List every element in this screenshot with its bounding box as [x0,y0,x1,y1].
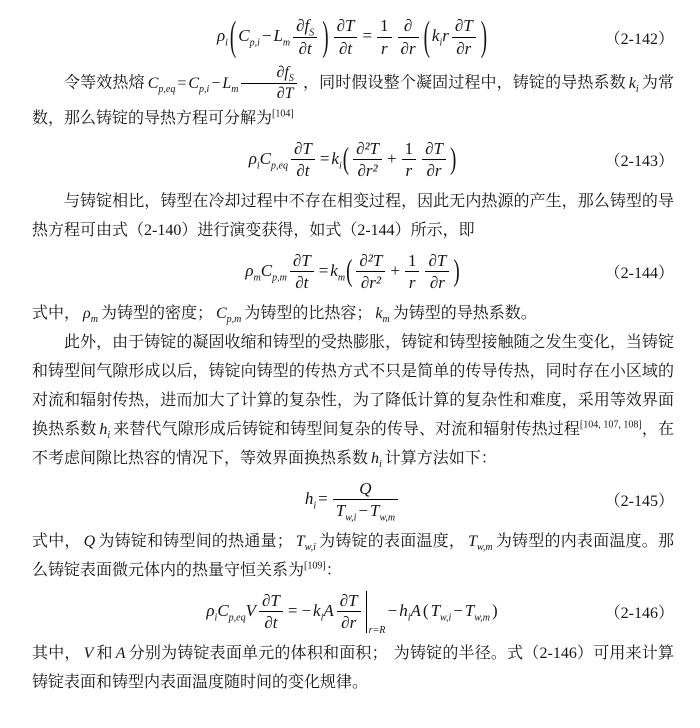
open-paren: ( [342,142,350,177]
math-token: ∂T [291,139,315,161]
fraction [452,16,476,58]
fraction [402,139,417,181]
text-run: 其中， [32,644,81,662]
text-run: 为铸型的密度； [100,304,213,322]
math-token: ∂²T [353,139,382,161]
text-run: 计算方法如下： [384,449,497,467]
math-token: k [628,74,636,92]
math-token: r [405,161,413,181]
math-sub: i [338,160,342,172]
text-run: ，同时假设整个凝固过程中，铸锭的导热系数 [302,74,626,92]
text-run: 来替代气隙形成后铸锭和铸型间复杂的传导、对流和辐射传热过程 [113,420,580,438]
fraction [241,64,296,104]
paragraph-6 [32,639,674,697]
equation-2-143-math [249,139,458,181]
fraction [356,251,385,293]
equation-number-2-144: （2-144） [604,265,674,283]
math-token: k [431,25,440,45]
math-token: ∂T [276,85,294,103]
math-token: A [323,600,334,620]
math-token: T [295,532,305,550]
math-token: ∂T [422,139,446,161]
equation-number-2-142: （2-142） [604,30,674,48]
math-token: ∂r [429,273,445,293]
text-run: ，在不考虑间隙比热容的情况下，等效界面换热系数 [32,420,674,467]
fraction [293,16,317,58]
minus-operator: − [301,600,312,620]
math-sub: w,m [379,512,396,524]
math-token: C [238,25,250,45]
math-token: ∂t [298,38,312,58]
math-token: ∂t [264,613,278,633]
math-token: k [331,148,339,168]
inline-formula-cpeq [147,64,300,103]
math-token: k [313,600,321,620]
paragraph-3 [32,299,674,328]
math-token: ∂r [456,38,472,58]
display-equation-2-146 [32,587,674,637]
math-sub: i [214,612,218,624]
equation-number-2-145: （2-145） [604,493,674,511]
math-token: ∂r² [357,161,378,181]
math-token: A [115,644,126,662]
equals-operator: = [362,25,373,45]
fraction [425,251,449,293]
math-token: C [259,148,271,168]
text-run: 为铸锭和铸型间的热通量； [98,532,293,550]
close-paren: ) [322,14,329,60]
math-token: ρ [83,304,91,322]
fraction [353,139,382,181]
inline-formula-q [84,533,96,550]
math-sub: i [107,429,111,441]
inline-formula-v [84,645,94,662]
math-token: 1 [402,139,417,161]
math-sub: m [231,83,239,95]
plus-operator: + [390,260,400,280]
fraction [334,16,358,58]
fraction [377,16,392,58]
math-sub: i [320,612,324,624]
math-token: ∂ [398,16,419,38]
minus-operator: − [358,501,369,521]
math-token: ∂T [259,591,283,613]
equation-2-146-math [206,590,499,636]
equation-number-2-146: （2-146） [604,605,674,623]
math-token: r [380,38,388,58]
math-sub: i [225,37,228,49]
math-token: T [430,600,441,620]
text-run: 和 [96,644,113,662]
equals-operator: = [318,488,328,508]
math-sub: m [90,313,98,325]
inline-formula-hi [99,420,111,441]
math-sub: m [382,313,390,325]
close-paren: ) [453,254,460,289]
math-token: 1 [405,251,420,273]
math-sub: w,i [304,541,316,553]
minus-operator: − [261,25,272,45]
equals-operator: = [287,600,298,620]
text-run: 为铸锭的半径。式（2-146）可用来计算铸锭表面和铸型内表面温度随时间的变化规律。 [32,644,674,691]
math-token: ∂t [296,161,310,181]
open-paren: ( [423,14,430,60]
math-sub: p,eq [271,160,288,172]
math-sub: i [635,83,639,95]
equation-number-2-143: （2-143） [604,153,674,171]
text-run: 分别为铸锭表面单元的体积和面积； [128,644,388,662]
citation-ref-104-107-108: [104, 107, 108] [579,419,642,431]
text-run: 为铸型的比热容； [244,304,373,322]
text-run: 式中， [32,532,81,550]
math-sub: p,m [272,272,287,284]
fraction [291,139,315,181]
close-paren: ) [491,600,498,620]
math-token: ∂T [337,591,361,613]
math-token: V [83,644,94,662]
math-token: L [222,74,232,92]
math-token: ρ [206,600,215,620]
math-token: ∂r [400,38,416,58]
math-sub: p,i [249,37,260,49]
math-sub: p,m [226,313,242,325]
minus-operator: − [211,74,221,92]
math-token: T [468,532,477,550]
paragraph-1 [32,64,674,133]
math-token: h [399,600,408,620]
math-token: Q [83,532,96,550]
text-run: 为铸型的导热系数。 [392,304,537,322]
equals-operator: = [177,74,187,92]
math-token: ∂r [426,161,442,181]
inline-formula-cpm [215,304,242,325]
math-token: L [273,25,283,45]
math-sub: i [407,612,411,624]
plus-operator: + [387,148,397,168]
fraction [290,251,314,293]
math-sub: S [288,73,294,85]
paragraph-5 [32,527,674,585]
math-token: 1 [377,16,392,38]
equals-operator: = [318,260,329,280]
inline-formula-rhom [83,304,98,325]
math-sub: w,i [345,512,357,524]
math-sub: p,i [199,83,210,95]
equation-2-145-math [304,478,401,524]
open-paren: ( [346,254,353,289]
math-token: ∂r [341,613,357,633]
equation-2-144-math [245,251,460,293]
text-run: 为铸锭的表面温度， [318,532,466,550]
vertical-bar [366,591,367,633]
math-token: C [188,74,200,92]
math-token: T [335,501,346,521]
equals-operator: = [319,148,330,168]
citation-ref-104: [104] [272,108,294,120]
math-token: T [464,600,475,620]
evaluated-at-bar [366,591,386,636]
math-token: ∂f [276,64,289,81]
fraction [337,591,361,633]
math-token: C [217,600,229,620]
math-token: k [375,304,383,322]
math-token: Q [333,479,398,501]
math-sub: p,eq [228,612,246,624]
text-run: 此外，由于铸锭的凝固收缩和铸型的受热膨胀，铸锭和铸型接触随之发生变化，当铸锭和铸型间气隙形成以后，铸锭向铸型的传热方式不只是简单的传导传热，同时存在小区域的对流和辐射传热，进而加大了计算的复杂性，为了降低计算的复杂性和难度，采用等效界面换热系数 [32,333,674,438]
minus-operator: − [387,600,398,620]
math-token: ∂f [296,15,310,35]
close-paren: ) [480,14,488,60]
math-token: T [370,501,380,521]
paragraph-4 [32,328,674,473]
display-equation-2-142 [32,12,674,62]
math-sub: w,m [474,612,490,624]
math-sub: i [256,160,260,172]
math-token: r [442,25,449,45]
math-token: h [371,449,380,467]
text-run: 与铸锭相比，铸型在冷却过程中不存在相变过程，因此无内热源的产生，那么铸型的导热方程可由式（2-140）进行演变获得，如式（2-144）所示，即 [32,192,674,239]
minus-operator: − [453,600,463,620]
math-token: V [245,600,256,620]
inline-formula-hi [371,449,382,470]
close-paren: ) [449,142,457,177]
math-token: ∂T [425,251,449,273]
math-token: k [330,260,338,280]
inline-formula-a [116,645,126,662]
math-sub: p,eq [158,83,176,95]
text-run: 令等效热熔 [64,74,145,92]
text-run: 为铸型的内表面温度。那么铸锭表面微元体内的热量守恒关系为 [32,532,674,579]
math-token: A [410,600,421,620]
math-token: ∂T [290,251,314,273]
math-token: C [260,260,273,280]
inline-formula-twm [468,532,493,553]
math-sub: r=R [368,624,386,636]
math-sub: i [439,37,443,49]
equation-2-142-math [217,16,489,58]
math-sub: i [379,458,382,470]
open-paren: ( [422,600,429,620]
math-sub: i [313,500,317,512]
math-token: h [99,420,108,438]
fraction [259,591,283,633]
math-token: ρ [248,148,257,168]
math-token: ∂²T [356,251,385,273]
math-token: ρ [216,25,226,45]
math-token: ∂r² [360,273,381,293]
display-equation-2-144 [32,247,674,297]
math-sub: w,i [440,612,452,624]
fraction [398,16,419,58]
display-equation-2-145 [32,475,674,525]
inline-formula-twi [295,532,316,553]
math-token: C [147,74,159,92]
math-sub: m [253,272,261,284]
open-paren: ( [229,14,237,60]
fraction [422,139,446,181]
math-sub: w,m [476,541,493,553]
math-token: C [215,304,227,322]
paragraph-2 [32,187,674,245]
text-run: 式中， [32,304,81,322]
math-token: ∂T [334,16,358,38]
inline-formula-km [375,304,390,325]
math-sub: m [337,272,346,284]
math-token: ∂T [452,16,476,38]
text-run: 为常数，那么铸锭的导热方程可分解为 [32,74,674,127]
fraction [405,251,420,293]
math-token: ρ [245,260,254,280]
display-equation-2-143 [32,135,674,185]
math-token: ∂t [295,273,309,293]
math-sub: m [282,37,291,49]
fraction [333,478,398,524]
citation-ref-109: [109] [304,560,326,572]
math-token: ∂t [338,38,353,58]
math-token: h [304,488,314,508]
inline-formula-ki [628,74,639,95]
math-token: r [408,273,416,293]
math-sub: S [309,27,315,39]
text-run: ： [325,561,342,579]
